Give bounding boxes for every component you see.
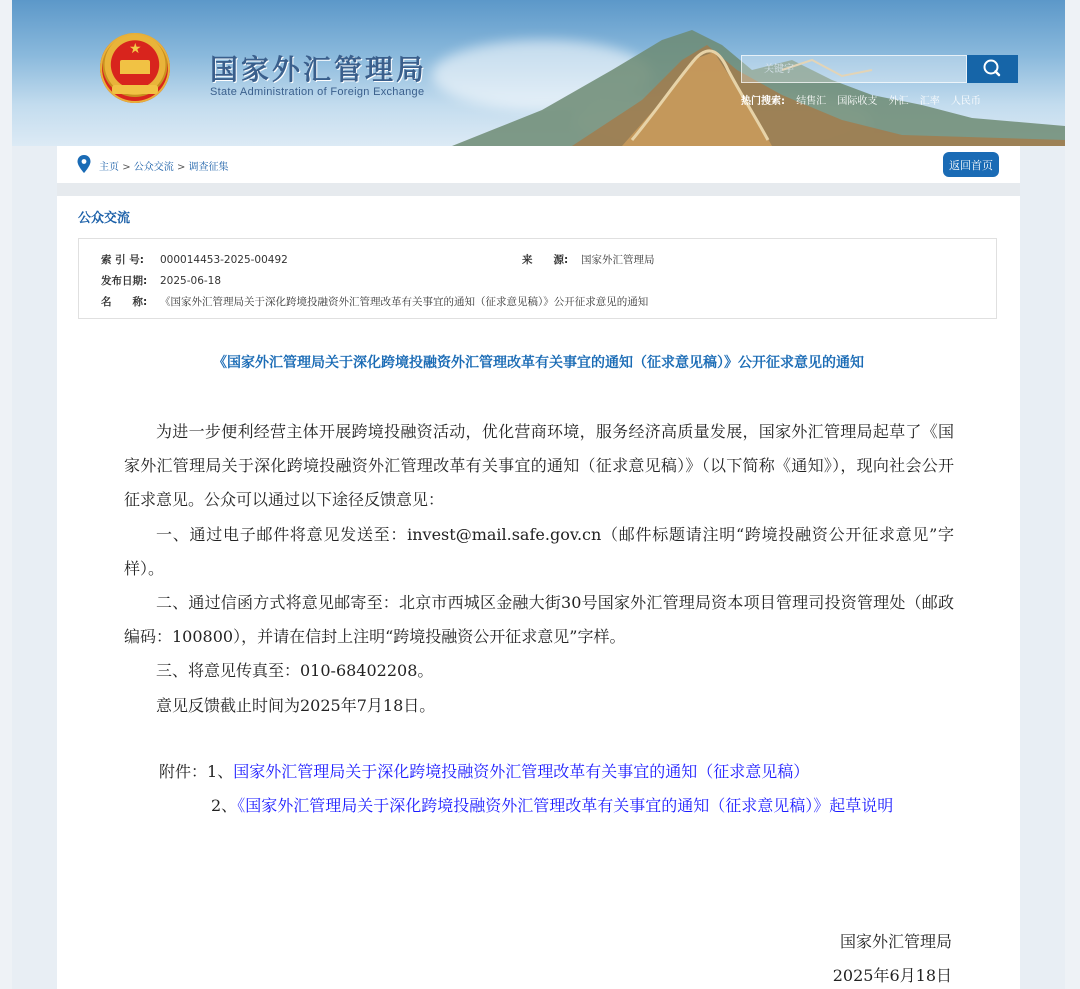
attachment-number: 1、 [207,762,234,781]
breadcrumb-bar [57,146,1020,183]
meta-date-value: 2025-06-18 [160,275,222,287]
tiananmen-gate-shape [120,60,150,74]
meta-name-label: 名 称: [101,296,148,308]
back-home-button[interactable]: 返回首页 [943,152,999,177]
meta-source-value: 国家外汇管理局 [581,254,655,266]
article-title: 《国家外汇管理局关于深化跨境投融资外汇管理改革有关事宜的通知（征求意见稿）》公开征求意见的通知 [213,355,864,371]
breadcrumb-separator: > [122,162,131,173]
section-title: 公众交流 [78,211,131,226]
search-icon [967,55,1018,83]
attachment-number: 2、 [211,796,238,815]
star-icon: ★ [129,41,142,57]
breadcrumb-separator: > [176,162,186,173]
hot-search-link[interactable]: 国际收支 [837,96,878,107]
signature-organization: 国家外汇管理局 [839,932,952,951]
main-content [57,146,1020,989]
search-button[interactable] [967,55,1018,83]
breadcrumb [99,158,229,173]
attachment-link[interactable]: 《国家外汇管理局关于深化跨境投融资外汇管理改革有关事宜的通知（征求意见稿）》起草说明 [237,796,894,815]
hot-search-bar [741,92,989,107]
site-header [12,0,1065,146]
hot-search-link[interactable]: 外汇 [888,96,909,107]
signature-date: 2025年6月18日 [832,966,952,985]
article-paragraph: 三、将意见传真至：010-68402208。 [156,661,434,681]
meta-source [522,252,655,267]
hot-search-link[interactable]: 汇率 [919,96,940,107]
breadcrumb-public-exchange[interactable]: 公众交流 [133,162,174,173]
national-emblem-logo [100,33,170,103]
article-paragraph: 意见反馈截止时间为2025年7月18日。 [156,695,436,715]
meta-date-label: 发布日期: [101,275,148,287]
breadcrumb-home[interactable]: 主页 [99,162,119,173]
meta-date [101,273,221,288]
meta-index [101,252,288,267]
document-metadata [78,238,997,319]
meta-name [101,294,648,309]
hot-search-link[interactable]: 人民币 [950,96,981,107]
page-margin-left [0,0,12,989]
attachment-2 [211,793,893,816]
article-paragraph: 二、通过信函方式将意见邮寄至：北京市西城区金融大街30号国家外汇管理局资本项目管理司投资管理处（邮政编码：100800），并请在信封上注明“跨境投融资公开征求意见”字样。 [124,593,954,647]
breadcrumb-survey[interactable]: 调查征集 [188,162,229,173]
hot-search-link[interactable]: 结售汇 [796,96,827,107]
breadcrumb-divider [57,183,1020,196]
article-paragraph: 一、通过电子邮件将意见发送至：invest@mail.safe.gov.cn（邮件标题请注明“跨境投融资公开征求意见”字样）。 [124,524,954,578]
site-subtitle: State Administration of Foreign Exchange [210,86,425,98]
article-body [124,415,954,723]
attachment-link[interactable]: 国家外汇管理局关于深化跨境投融资外汇管理改革有关事宜的通知（征求意见稿） [233,762,810,781]
location-pin-icon [77,155,91,173]
article-paragraph: 为进一步便利经营主体开展跨境投融资活动，优化营商环境，服务经济高质量发展，国家外汇管理局起草了《国家外汇管理局关于深化跨境投融资外汇管理改革有关事宜的通知（征求意见稿）》（以下简称《通知》），现向社会公开征求意见。公众可以通过以下途径反馈意见： [124,422,954,510]
meta-index-label: 索 引 号: [101,254,145,266]
attachment-label: 附件： [159,762,208,781]
meta-index-value: 000014453-2025-00492 [160,254,288,266]
meta-source-label: 来 源: [522,254,569,266]
search-input[interactable] [741,55,967,83]
page-margin-right [1065,0,1080,989]
meta-name-value: 《国家外汇管理局关于深化跨境投融资外汇管理改革有关事宜的通知（征求意见稿）》公开征求意见的通知 [160,296,649,308]
ribbon-shape [112,85,158,94]
attachment-1 [159,759,809,782]
hot-search-label: 热门搜索: [741,96,785,107]
site-title: 国家外汇管理局 [210,53,428,86]
